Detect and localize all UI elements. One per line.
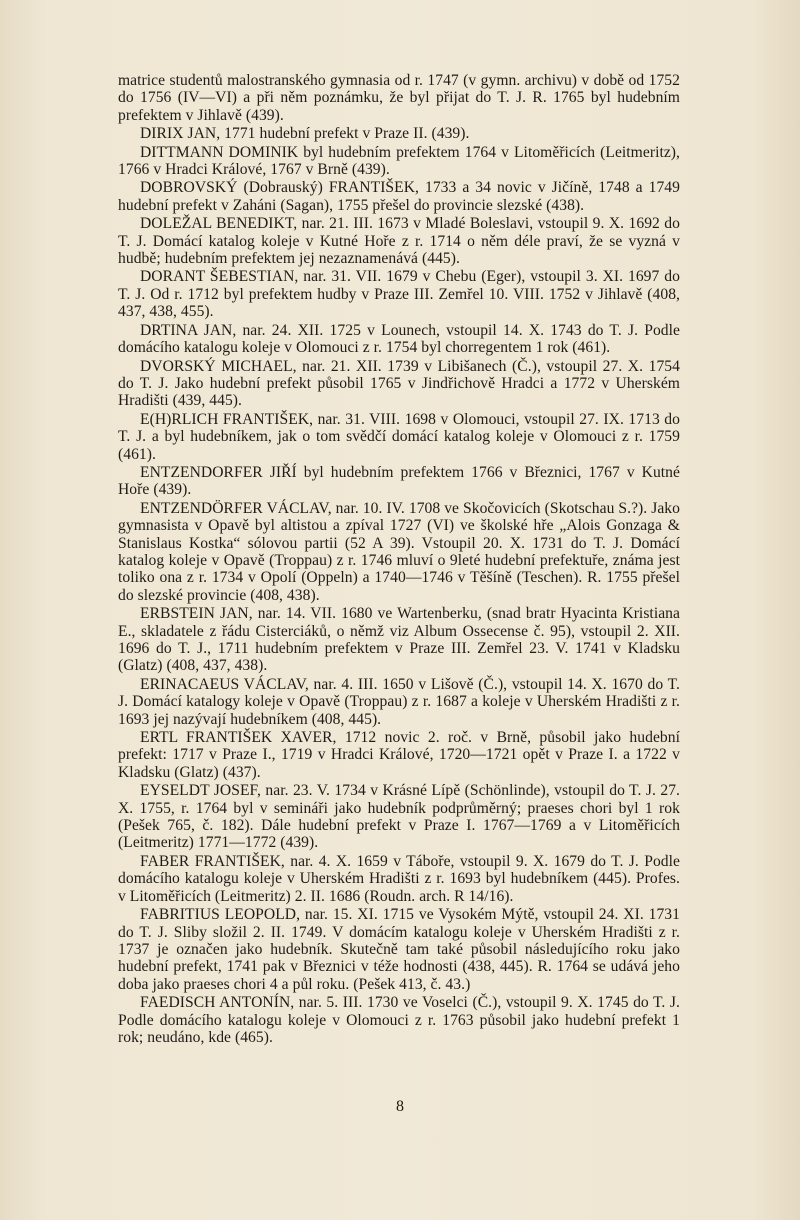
entries-text-block [118, 72, 680, 1047]
entry-dirix: DIRIX JAN, 1771 hudební prefekt v Praze II. (439). [140, 125, 470, 143]
entry-continuation: matrice studentů malostranského gymnasia od r. 1747 (v gymn. archivu) v době od 1752 do 1756 (IV—VI) a při něm poznámku, že byl přijat do T. J. R. 1765 byl hudebním prefektem v Jihlavě (439). [118, 72, 680, 124]
entry-ehrlich: E(H)RLICH FRANTIŠEK, nar. 31. VIII. 1698 v Olomouci, vstoupil 27. IX. 1713 do T. J. a byl hudebníkem, jak o tom svědčí domácí katalog koleje v Olomouci z r. 1759 (461). [118, 410, 680, 463]
entry-fabritius: FABRITIUS LEOPOLD, nar. 15. XI. 1715 ve Vysokém Mýtě, vstoupil 24. XI. 1731 do T. J. Sliby složil 2. II. 1749. V domácím katalogu koleje v Uherském Hradišti z r. 1737 je označen jako hudebník. Skutečně tam také působil následujícího roku jako hudební prefekt, 1741 pak v Březnici v téže hodnosti (438, 445). R. 1764 se udává jeho doba jako praeses chori 4 a půl roku. (Pešek 413, č. 43.) [118, 906, 680, 993]
entry-faedisch: FAEDISCH ANTONÍN, nar. 5. III. 1730 ve Voselci (Č.), vstoupil 9. X. 1745 do T. J. Podle domácího katalogu koleje v Olomouci z r. 1763 působil jako hudební prefekt 1 rok; neudáno, kde (465). [118, 994, 680, 1046]
entry-erinacaeus: ERINACAEUS VÁCLAV, nar. 4. III. 1650 v Lišově (Č.), vstoupil 14. X. 1670 do T. J. Domácí katalogy koleje v Opavě (Troppau) z r. 1687 a koleje v Uherském Hradišti z r. 1693 jej nazývají hudebníkem (408, 445). [118, 675, 680, 728]
entry-dorant: DORANT ŠEBESTIAN, nar. 31. VII. 1679 v Chebu (Eger), vstoupil 3. XI. 1697 do T. J. Od r. 1712 byl prefektem hudby v Praze III. Zemřel 10. VIII. 1752 v Jihlavě (408, 437, 438, 455). [118, 268, 680, 321]
entry-faber: FABER FRANTIŠEK, nar. 4. X. 1659 v Táboře, vstoupil 9. X. 1679 do T. J. Podle domácího katalogu koleje v Uherském Hradišti z r. 1693 byl hudebníkem (445). Profes. v Litoměřicích (Leitmeritz) 2. II. 1686 (Roudn. arch. R 14/16). [118, 852, 680, 905]
entry-erbstein: ERBSTEIN JAN, nar. 14. VII. 1680 ve Wartenberku, (snad bratr Hyacinta Kristiana E., skladatele z řádu Cisterciáků, o němž viz Album Ossecense č. 95), vstoupil 2. XII. 1696 do T. J., 1711 hudebním prefektem v Praze III. Zemřel 23. V. 1741 v Kladsku (Glatz) (408, 437, 438). [118, 605, 680, 675]
entry-dobrovsky: DOBROVSKÝ (Dobrauský) FRANTIŠEK, 1733 a 34 novic v Jičíně, 1748 a 1749 hudební prefekt v Zaháni (Sagan), 1755 přešel do provincie slezské (438). [118, 179, 680, 214]
entry-dvorsky: DVORSKÝ MICHAEL, nar. 21. XII. 1739 v Libišanech (Č.), vstoupil 27. X. 1754 do T. J. Jako hudební prefekt působil 1765 v Jindřichově Hradci a 1772 v Uherském Hradišti (439, 445). [118, 357, 680, 410]
entry-dittmann: DITTMANN DOMINIK byl hudebním prefektem 1764 v Litoměřicích (Leitmeritz), 1766 v Hradci Králové, 1767 v Brně (439). [118, 143, 680, 179]
entry-entzendorfer-jiri: ENTZENDORFER JIŘÍ byl hudebním prefektem 1766 v Březnici, 1767 v Kutné Hoře (439). [118, 463, 680, 499]
entry-ertl: ERTL FRANTIŠEK XAVER, 1712 novic 2. roč. v Brně, působil jako hudební prefekt: 1717 v Praze I., 1719 v Hradci Králové, 1720—1721 opět v Praze I. a 1722 v Kladsku (Glatz) (437). [118, 729, 680, 781]
entry-entzendorfer-vaclav: ENTZENDÖRFER VÁCLAV, nar. 10. IV. 1708 ve Skočovicích (Skotschau S.?). Jako gymnasista v Opavě byl altistou a zpíval 1727 (VI) ve školské hře „Alois Gonzaga & Stanislaus Kostka“ sólovou partii (52 A 39). Vstoupil 20. X. 1731 do T. J. Domácí katalog koleje v Opavě (Troppau) z r. 1746 mluví o 9leté hudební prefektuře, známa jest toliko ona z r. 1734 v Opolí (Oppeln) a 1740—1746 v Těšíně (Teschen). R. 1755 přešel do slezské provincie (408, 438). [118, 499, 680, 604]
entry-dolezal: DOLEŽAL BENEDIKT, nar. 21. III. 1673 v Mladé Boleslavi, vstoupil 9. X. 1692 do T. J. Domácí katalog koleje v Kutné Hoře z r. 1714 o něm déle praví, že se vyzná v hudbě; hudebním prefektem jej nezaznamenává (445). [118, 215, 680, 268]
entry-drtina: DRTINA JAN, nar. 24. XII. 1725 v Lounech, vstoupil 14. X. 1743 do T. J. Podle domácího katalogu koleje v Olomouci z r. 1754 byl chorregentem 1 rok (461). [118, 321, 680, 357]
page-number: 8 [396, 1098, 404, 1115]
entry-eyseldt: EYSELDT JOSEF, nar. 23. V. 1734 v Krásné Lípě (Schönlinde), vstoupil do T. J. 27. X. 1755, r. 1764 byl v semináři jako hudebník podprůměrný; praeses chori byl 1 rok (Pešek 765, č. 182). Dále hudební prefekt v Praze I. 1767—1769 a v Litoměřicích (Leitmeritz) 1771—1772 (439). [118, 782, 680, 852]
